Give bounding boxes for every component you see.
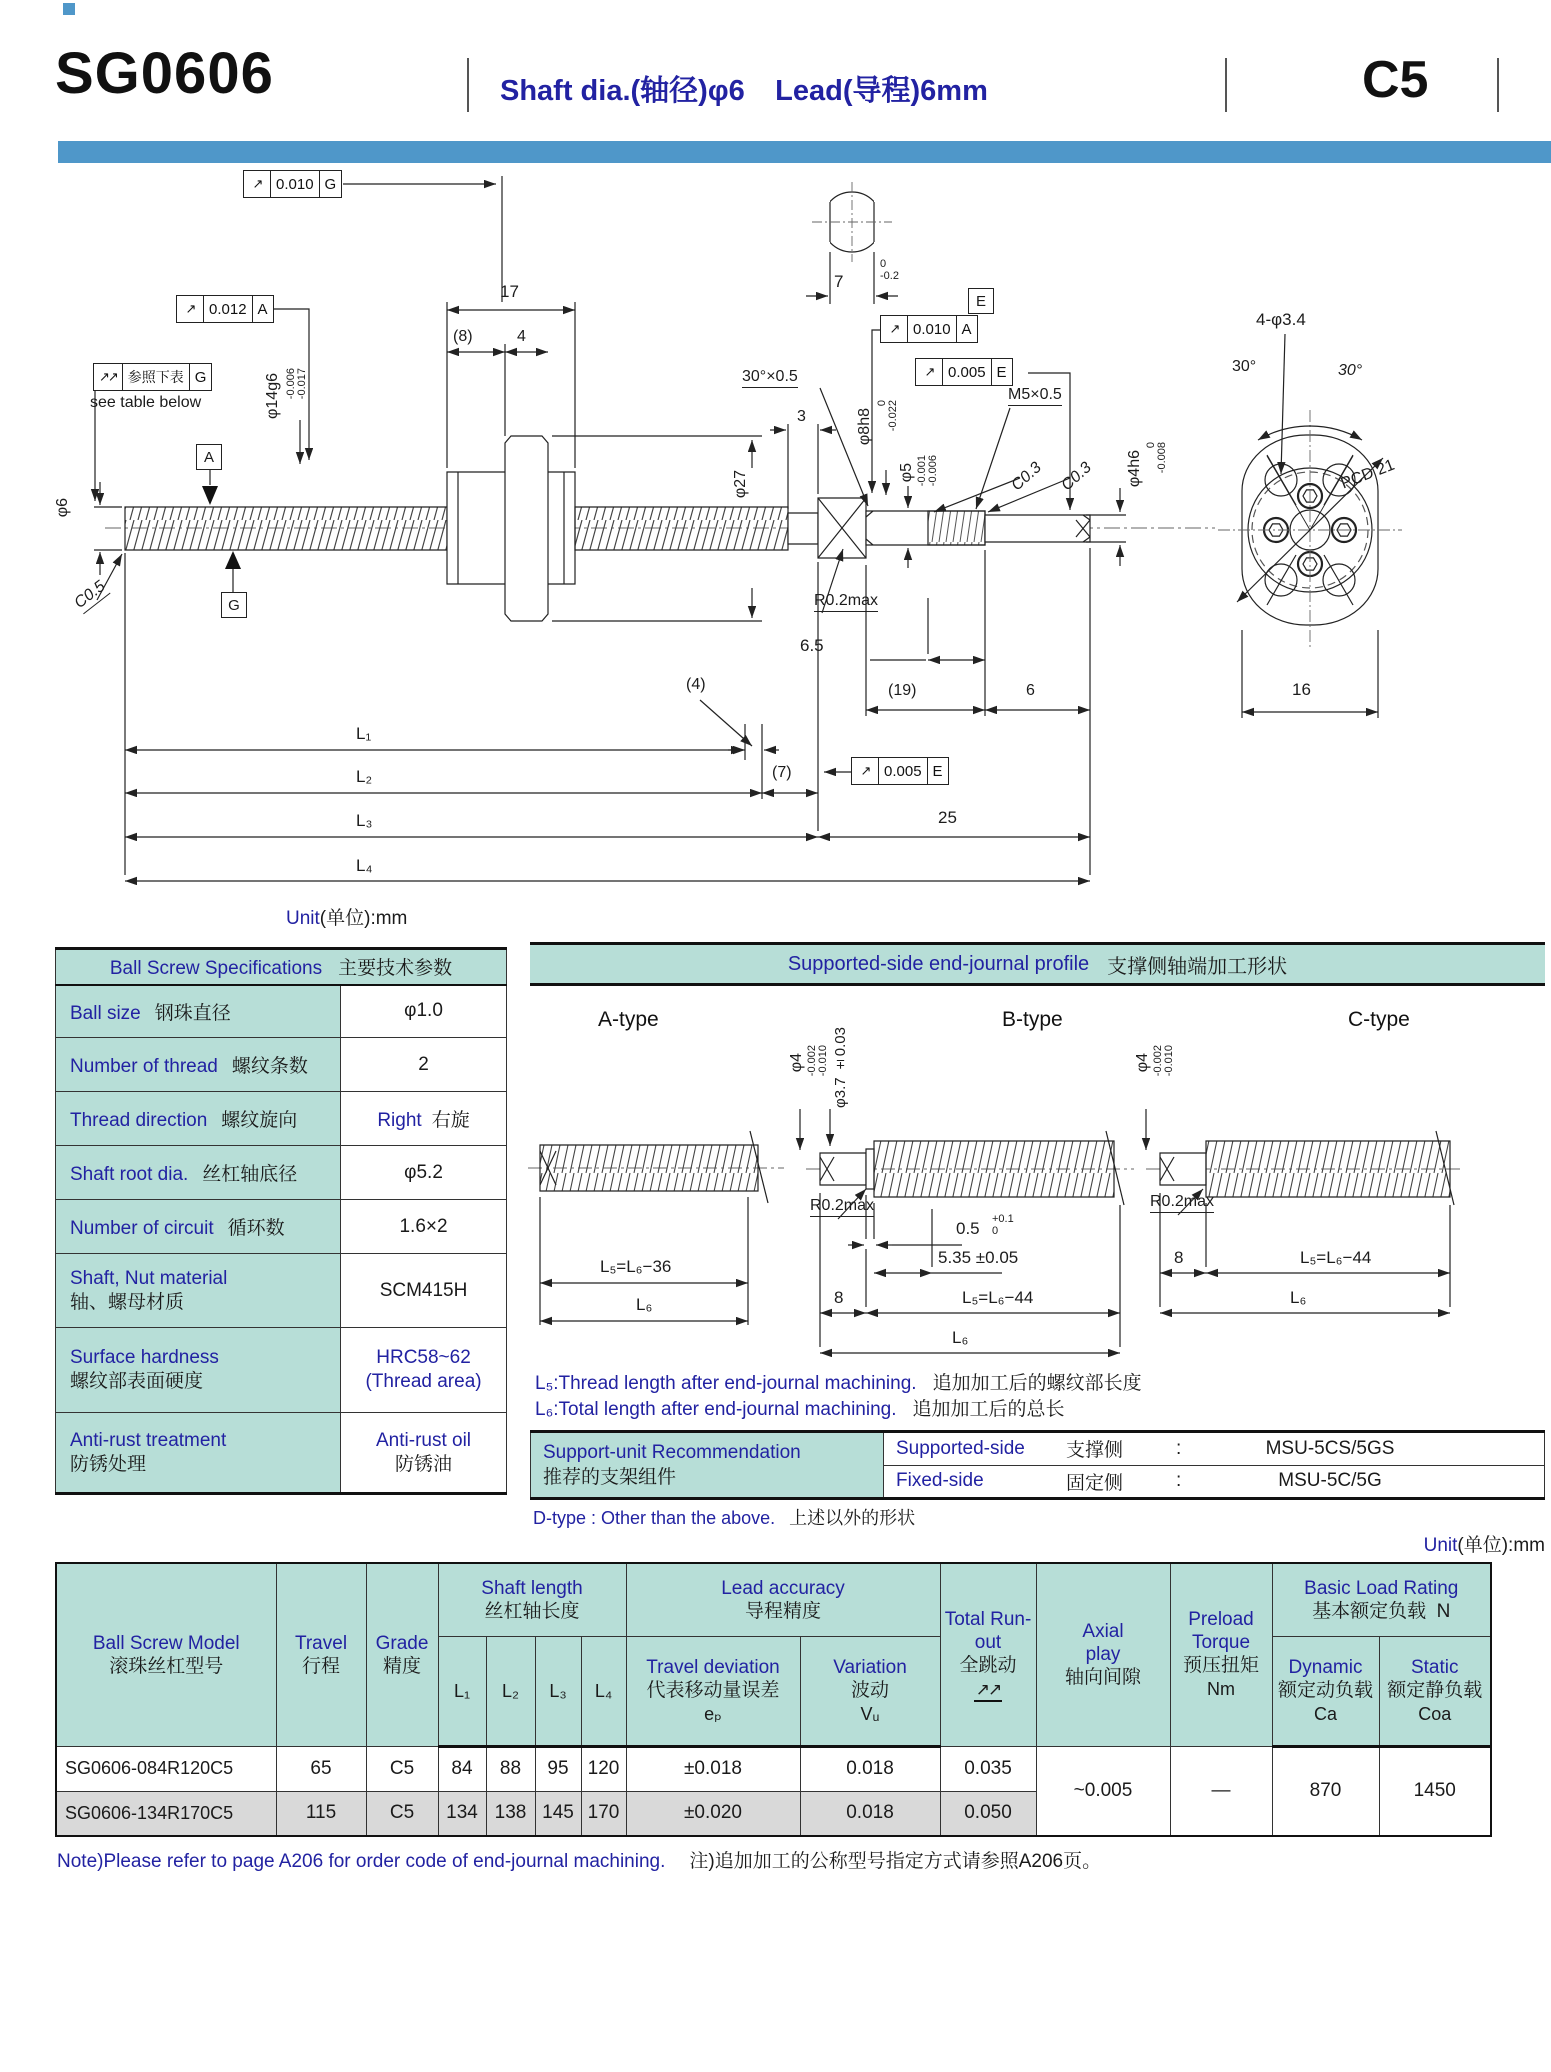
header-divider <box>467 58 469 112</box>
datum-a: A <box>196 444 222 470</box>
header-divider <box>1497 58 1499 112</box>
tolerance: -0.022 <box>887 400 899 432</box>
see-table-note: see table below <box>90 394 202 411</box>
col-header-l4: L₄ <box>581 1636 626 1746</box>
col-header-l2: L₂ <box>486 1636 535 1746</box>
l6-note: L₆:Total length after end-journal machining. 追加加工后的总长 <box>535 1399 1065 1420</box>
d-type-note: D-type : Other than the above. 上述以外的形状 <box>533 1508 916 1528</box>
dim-label: 5.35 ±0.05 <box>938 1248 1019 1267</box>
table-row: Supported-side 支撑侧 : MSU-5CS/5GS <box>896 1437 1395 1462</box>
runout-icon: ↗ <box>252 176 262 191</box>
table-row: Surface hardness 螺纹部表面硬度 HRC58~62 (Thread area) <box>56 1328 507 1413</box>
col-header-l3: L₃ <box>535 1636 581 1746</box>
gdt-frame-runout-a: ↗ 0.012 A <box>176 295 274 323</box>
dim-label: R0.2max <box>810 1197 874 1217</box>
dim-label: φ4 <box>1134 1053 1151 1073</box>
dim-label: L₅=L₆−36 <box>600 1257 672 1276</box>
drawing-linework <box>0 168 1551 963</box>
table-row: Number of thread 螺纹条数 2 <box>56 1038 507 1092</box>
table-row: Shaft, Nut material 轴、螺母材质 SCM415H <box>56 1254 507 1328</box>
dim-label: PCD 21 <box>1338 456 1398 493</box>
dim-label: φ5 <box>898 463 915 483</box>
engineering-drawing <box>0 168 1551 963</box>
table-row: SG0606-134R170C5 115 C5 134 138 145 170 ±0.020 0.018 0.050 <box>56 1791 1491 1836</box>
dim-label: 8 <box>1174 1248 1184 1267</box>
col-header-lead-accuracy: Lead accuracy 导程精度 <box>626 1563 940 1636</box>
dim-label: 4 <box>517 328 526 345</box>
dim-label: 8 <box>834 1288 844 1307</box>
l5-note: L₅:Thread length after end-journal machining. 追加加工后的螺纹部长度 <box>535 1373 1142 1394</box>
dim-label: L₁ <box>356 724 372 743</box>
col-header-axial-play: Axial play 轴向间隙 <box>1036 1563 1170 1746</box>
gdt-frame-0005-e: ↗ 0.005 E <box>915 358 1013 386</box>
col-header-grade: Grade 精度 <box>366 1563 438 1746</box>
dim-label: C0.5 <box>71 578 110 615</box>
tolerance: 0 <box>1145 442 1157 449</box>
dim-label: 17 <box>500 282 519 301</box>
datum-e: E <box>968 288 994 314</box>
col-header-static: Static 额定静负载 Coa <box>1379 1636 1491 1746</box>
col-header-variation: Variation 波动 Vᵤ <box>800 1636 940 1746</box>
col-header-runout: Total Run-out 全跳动 ↗↗ <box>940 1563 1036 1746</box>
journal-profiles-drawing <box>0 1005 1551 1365</box>
runout-icon: ↗ <box>185 301 195 316</box>
col-header-preload: Preload Torque 预压扭矩 Nm <box>1170 1563 1272 1746</box>
table-row: Thread direction 螺纹旋向 Right 右旋 <box>56 1092 507 1146</box>
model-spec-table <box>55 1562 1492 1837</box>
dim-label: 6.5 <box>800 636 824 655</box>
dim-label: M5×0.5 <box>1008 386 1062 406</box>
lead-label: Lead(导程)6mm <box>775 75 988 107</box>
dim-label: L₅=L₆−44 <box>962 1288 1034 1307</box>
shaft-dia-label: Shaft dia.(轴径)φ6 <box>500 75 745 107</box>
a-type-label: A-type <box>598 1008 659 1031</box>
dim-label: 30° <box>1232 358 1257 375</box>
dim-label: φ8h8 <box>856 408 873 446</box>
dim-label: φ14g6 <box>264 373 281 419</box>
col-header-model: Ball Screw Model 滚珠丝杠型号 <box>56 1563 276 1746</box>
axial-play-value: ~0.005 <box>1036 1746 1170 1836</box>
corner-accent-square <box>63 3 75 15</box>
c-type-label: C-type <box>1348 1008 1410 1031</box>
tolerance: -0.002 <box>806 1045 818 1077</box>
dim-label: 4-φ3.4 <box>1256 310 1306 329</box>
col-header-load-rating: Basic Load Rating 基本额定负载 N <box>1272 1563 1491 1636</box>
accuracy-grade: C5 <box>1362 51 1429 109</box>
dim-label: 7 <box>834 272 844 291</box>
tolerance: -0.017 <box>296 368 308 400</box>
col-header-shaft-length: Shaft length 丝杠轴长度 <box>438 1563 626 1636</box>
support-unit-table <box>530 1430 1545 1500</box>
dim-label: L₂ <box>356 767 373 786</box>
dim-label: L₅=L₆−44 <box>1300 1248 1372 1267</box>
dim-label: 16 <box>1292 680 1311 699</box>
runout-icon: ↗ <box>889 321 899 336</box>
dim-label: 6 <box>1026 682 1035 699</box>
journal-linework <box>0 1005 1551 1365</box>
dim-label: 30° <box>1338 362 1363 379</box>
dim-label: C0.3 <box>1008 459 1045 495</box>
gdt-frame-0005-e2: ↗ 0.005 E <box>851 757 949 785</box>
col-header-dynamic: Dynamic 额定动负载 Ca <box>1272 1636 1379 1746</box>
dim-label: R0.2max <box>814 592 878 612</box>
gdt-frame-0010-a: ↗ 0.010 A <box>880 315 978 343</box>
col-header-travel-deviation: Travel deviation 代表移动量误差 eₚ <box>626 1636 800 1746</box>
table-row: Shaft root dia. 丝杠轴底径 φ5.2 <box>56 1146 507 1200</box>
page-title: SG0606 <box>55 41 274 106</box>
dim-label: L₆ <box>1290 1288 1307 1307</box>
table-row: Anti-rust treatment 防锈处理 Anti-rust oil 防锈油 <box>56 1413 507 1494</box>
tolerance-stack: +0.1 0 <box>992 1213 1014 1237</box>
tolerance: -0.002 <box>1152 1045 1164 1077</box>
preload-value: — <box>1170 1746 1272 1836</box>
gdt-frame-runout-g: ↗ 0.010 G <box>243 170 342 198</box>
runout-icon: ↗ <box>924 364 934 379</box>
runout-icon: ↗ <box>860 763 870 778</box>
static-load-value: 1450 <box>1379 1746 1491 1836</box>
dim-label: (4) <box>686 676 706 693</box>
dim-label: 25 <box>938 808 957 827</box>
dim-label: (7) <box>772 764 792 781</box>
dim-label: φ4h6 <box>1126 450 1143 488</box>
tolerance: -0.006 <box>285 368 297 400</box>
header-accent-bar <box>58 141 1551 163</box>
spec-table-title: Ball Screw Specifications 主要技术参数 <box>56 949 507 985</box>
unit-label: Unit(单位):mm <box>1423 1535 1545 1556</box>
dim-label: 3 <box>797 408 806 425</box>
tolerance: -0.008 <box>1156 442 1168 474</box>
tolerance: -0.006 <box>927 455 939 487</box>
header-divider <box>1225 58 1227 112</box>
dim-label: R0.2max <box>1150 1193 1214 1213</box>
dim-label: 30°×0.5 <box>742 368 798 388</box>
tolerance: -0.010 <box>1163 1045 1175 1077</box>
table-row: Ball size 钢珠直径 φ1.0 <box>56 985 507 1038</box>
runout-icon: ↗↗ <box>99 369 117 384</box>
table-row: Fixed-side 固定侧 : MSU-5C/5G <box>884 1465 1544 1498</box>
journal-section-header: Supported-side end-journal profile 支撑侧轴端加工形状 <box>530 942 1545 986</box>
header-subtitle <box>500 68 988 109</box>
dim-label: L₃ <box>356 811 373 830</box>
dim-label: φ4 <box>788 1053 805 1073</box>
total-runout-icon: ↗↗ <box>974 1680 1003 1702</box>
dim-label: φ3.7 ±0.03 <box>832 1027 849 1108</box>
dynamic-load-value: 870 <box>1272 1746 1379 1836</box>
tolerance: -0.010 <box>817 1045 829 1077</box>
col-header-travel: Travel 行程 <box>276 1563 366 1746</box>
dim-label: 0.5 <box>956 1219 980 1238</box>
dim-label: φ6 <box>54 498 71 518</box>
dim-label: φ27 <box>732 470 749 499</box>
tolerance-stack: 0 -0.2 <box>880 258 899 282</box>
dim-label: (19) <box>888 682 917 699</box>
table-row: Number of circuit 循环数 1.6×2 <box>56 1200 507 1254</box>
page-note: Note)Please refer to page A206 for order code of end-journal machining. 注)追加加工的公称型号指定方式请参照A206页。 <box>57 1851 1102 1872</box>
col-header-l1: L₁ <box>438 1636 486 1746</box>
dim-label: L₆ <box>636 1295 653 1314</box>
datum-g: G <box>221 592 247 618</box>
tolerance: -0.001 <box>916 455 928 487</box>
dim-label: L₆ <box>952 1328 969 1347</box>
dim-label: (8) <box>453 328 473 345</box>
gdt-frame-see-table: ↗↗ 参照下表 G <box>93 363 212 391</box>
support-unit-title: Support-unit Recommendation 推荐的支架组件 <box>530 1433 884 1497</box>
unit-label: Unit(单位):mm <box>286 908 408 929</box>
b-type-label: B-type <box>1002 1008 1063 1031</box>
table-row: SG0606-084R120C5 65 C5 84 88 95 120 ±0.018 0.018 0.035 ~0.005 — 870 1450 <box>56 1746 1491 1791</box>
dim-label: L₄ <box>356 856 373 875</box>
tolerance: 0 <box>876 400 888 407</box>
dim-label: C0.3 <box>1058 459 1095 495</box>
